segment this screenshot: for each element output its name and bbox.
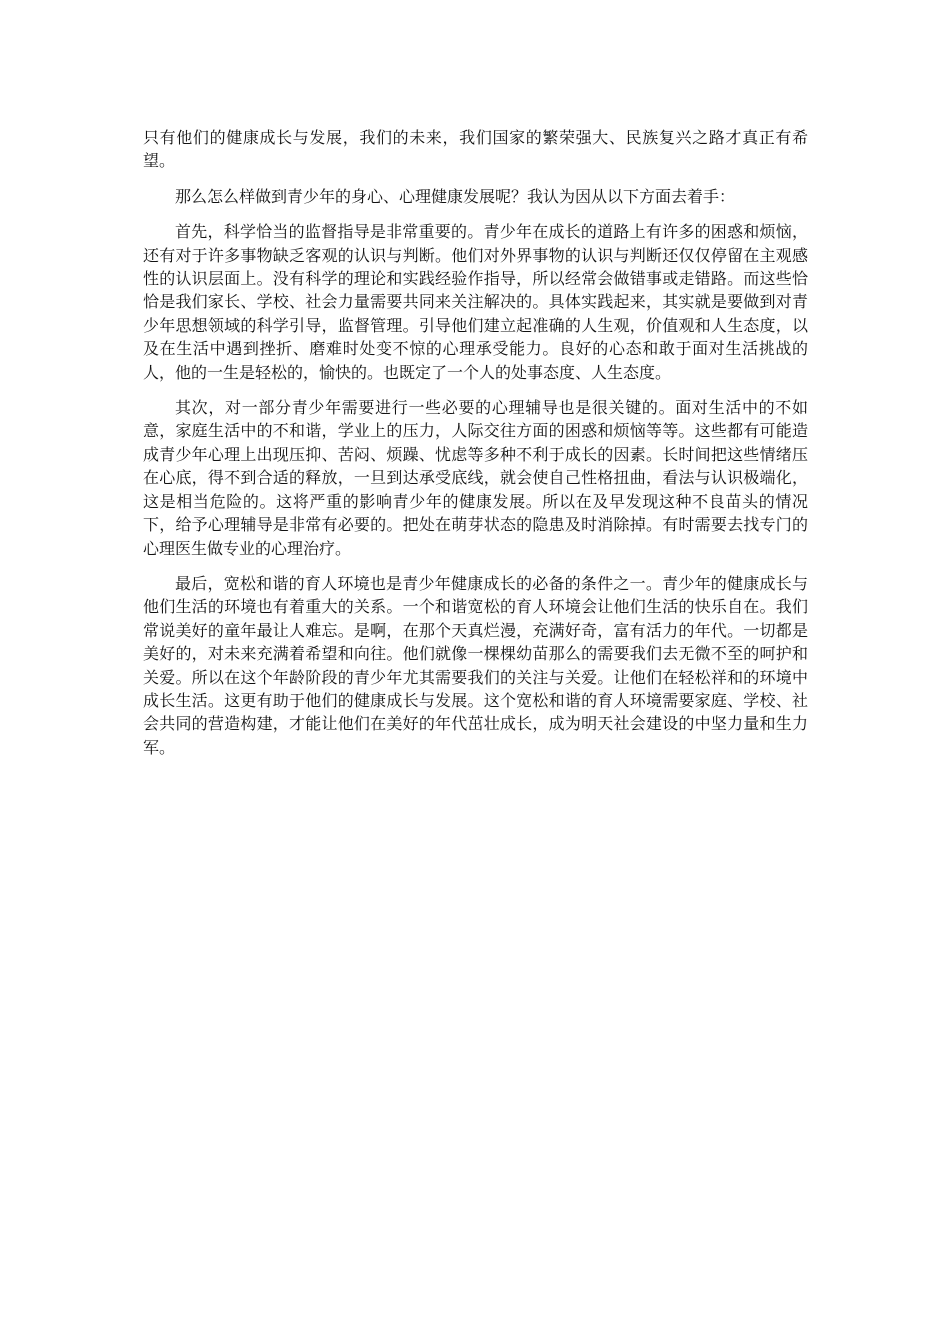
paragraph-second-point: 其次，对一部分青少年需要进行一些必要的心理辅导也是很关键的。面对生活中的不如意，家庭生活中的不和谐，学业上的压力，人际交往方面的困惑和烦恼等等。这些都有可能造成青少年心理上出现压抑、苦闷、烦躁、忧虑等多种不利于成长的因素。长时间把这些情绪压在心底，得不到合适的释放，一旦到达承受底线，就会使自己性格扭曲，看法与认识极端化，这是相当危险的。这将严重的影响青少年的健康发展。所以在及早发现这种不良苗头的情况下，给予心理辅导是非常有必要的。把处在萌芽状态的隐患及时消除掉。有时需要去找专门的心理医生做专业的心理治疗。	[143, 398, 808, 558]
document-body	[143, 126, 808, 771]
paragraph-continuation: 只有他们的健康成长与发展，我们的未来，我们国家的繁荣强大、民族复兴之路才真正有希望。	[143, 128, 808, 171]
paragraph-first-point: 首先，科学恰当的监督指导是非常重要的。青少年在成长的道路上有许多的困惑和烦恼，还有对于许多事物缺乏客观的认识与判断。他们对外界事物的认识与判断还仅仅停留在主观感性的认识层面上。没有科学的理论和实践经验作指导，所以经常会做错事或走错路。而这些恰恰是我们家长、学校、社会力量需要共同来关注解决的。具体实践起来，其实就是要做到对青少年思想领域的科学引导，监督管理。引导他们建立起准确的人生观，价值观和人生态度，以及在生活中遇到挫折、磨难时处变不惊的心理承受能力。良好的心态和敢于面对生活挑战的人，他的一生是轻松的，愉快的。也既定了一个人的处事态度、人生态度。	[143, 222, 808, 382]
paragraph-third-point: 最后，宽松和谐的育人环境也是青少年健康成长的必备的条件之一。青少年的健康成长与他们生活的环境也有着重大的关系。一个和谐宽松的育人环境会让他们生活的快乐自在。我们常说美好的童年最让人难忘。是啊，在那个天真烂漫，充满好奇，富有活力的年代。一切都是美好的，对未来充满着希望和向往。他们就像一棵棵幼苗那么的需要我们去无微不至的呵护和关爱。所以在这个年龄阶段的青少年尤其需要我们的关注与关爱。让他们在轻松祥和的环境中成长生活。这更有助于他们的健康成长与发展。这个宽松和谐的育人环境需要家庭、学校、社会共同的营造构建，才能让他们在美好的年代茁壮成长，成为明天社会建设的中坚力量和生力军。	[143, 573, 808, 757]
paragraph-question: 那么怎么样做到青少年的身心、心理健康发展呢？我认为因从以下方面去着手：	[175, 186, 736, 206]
